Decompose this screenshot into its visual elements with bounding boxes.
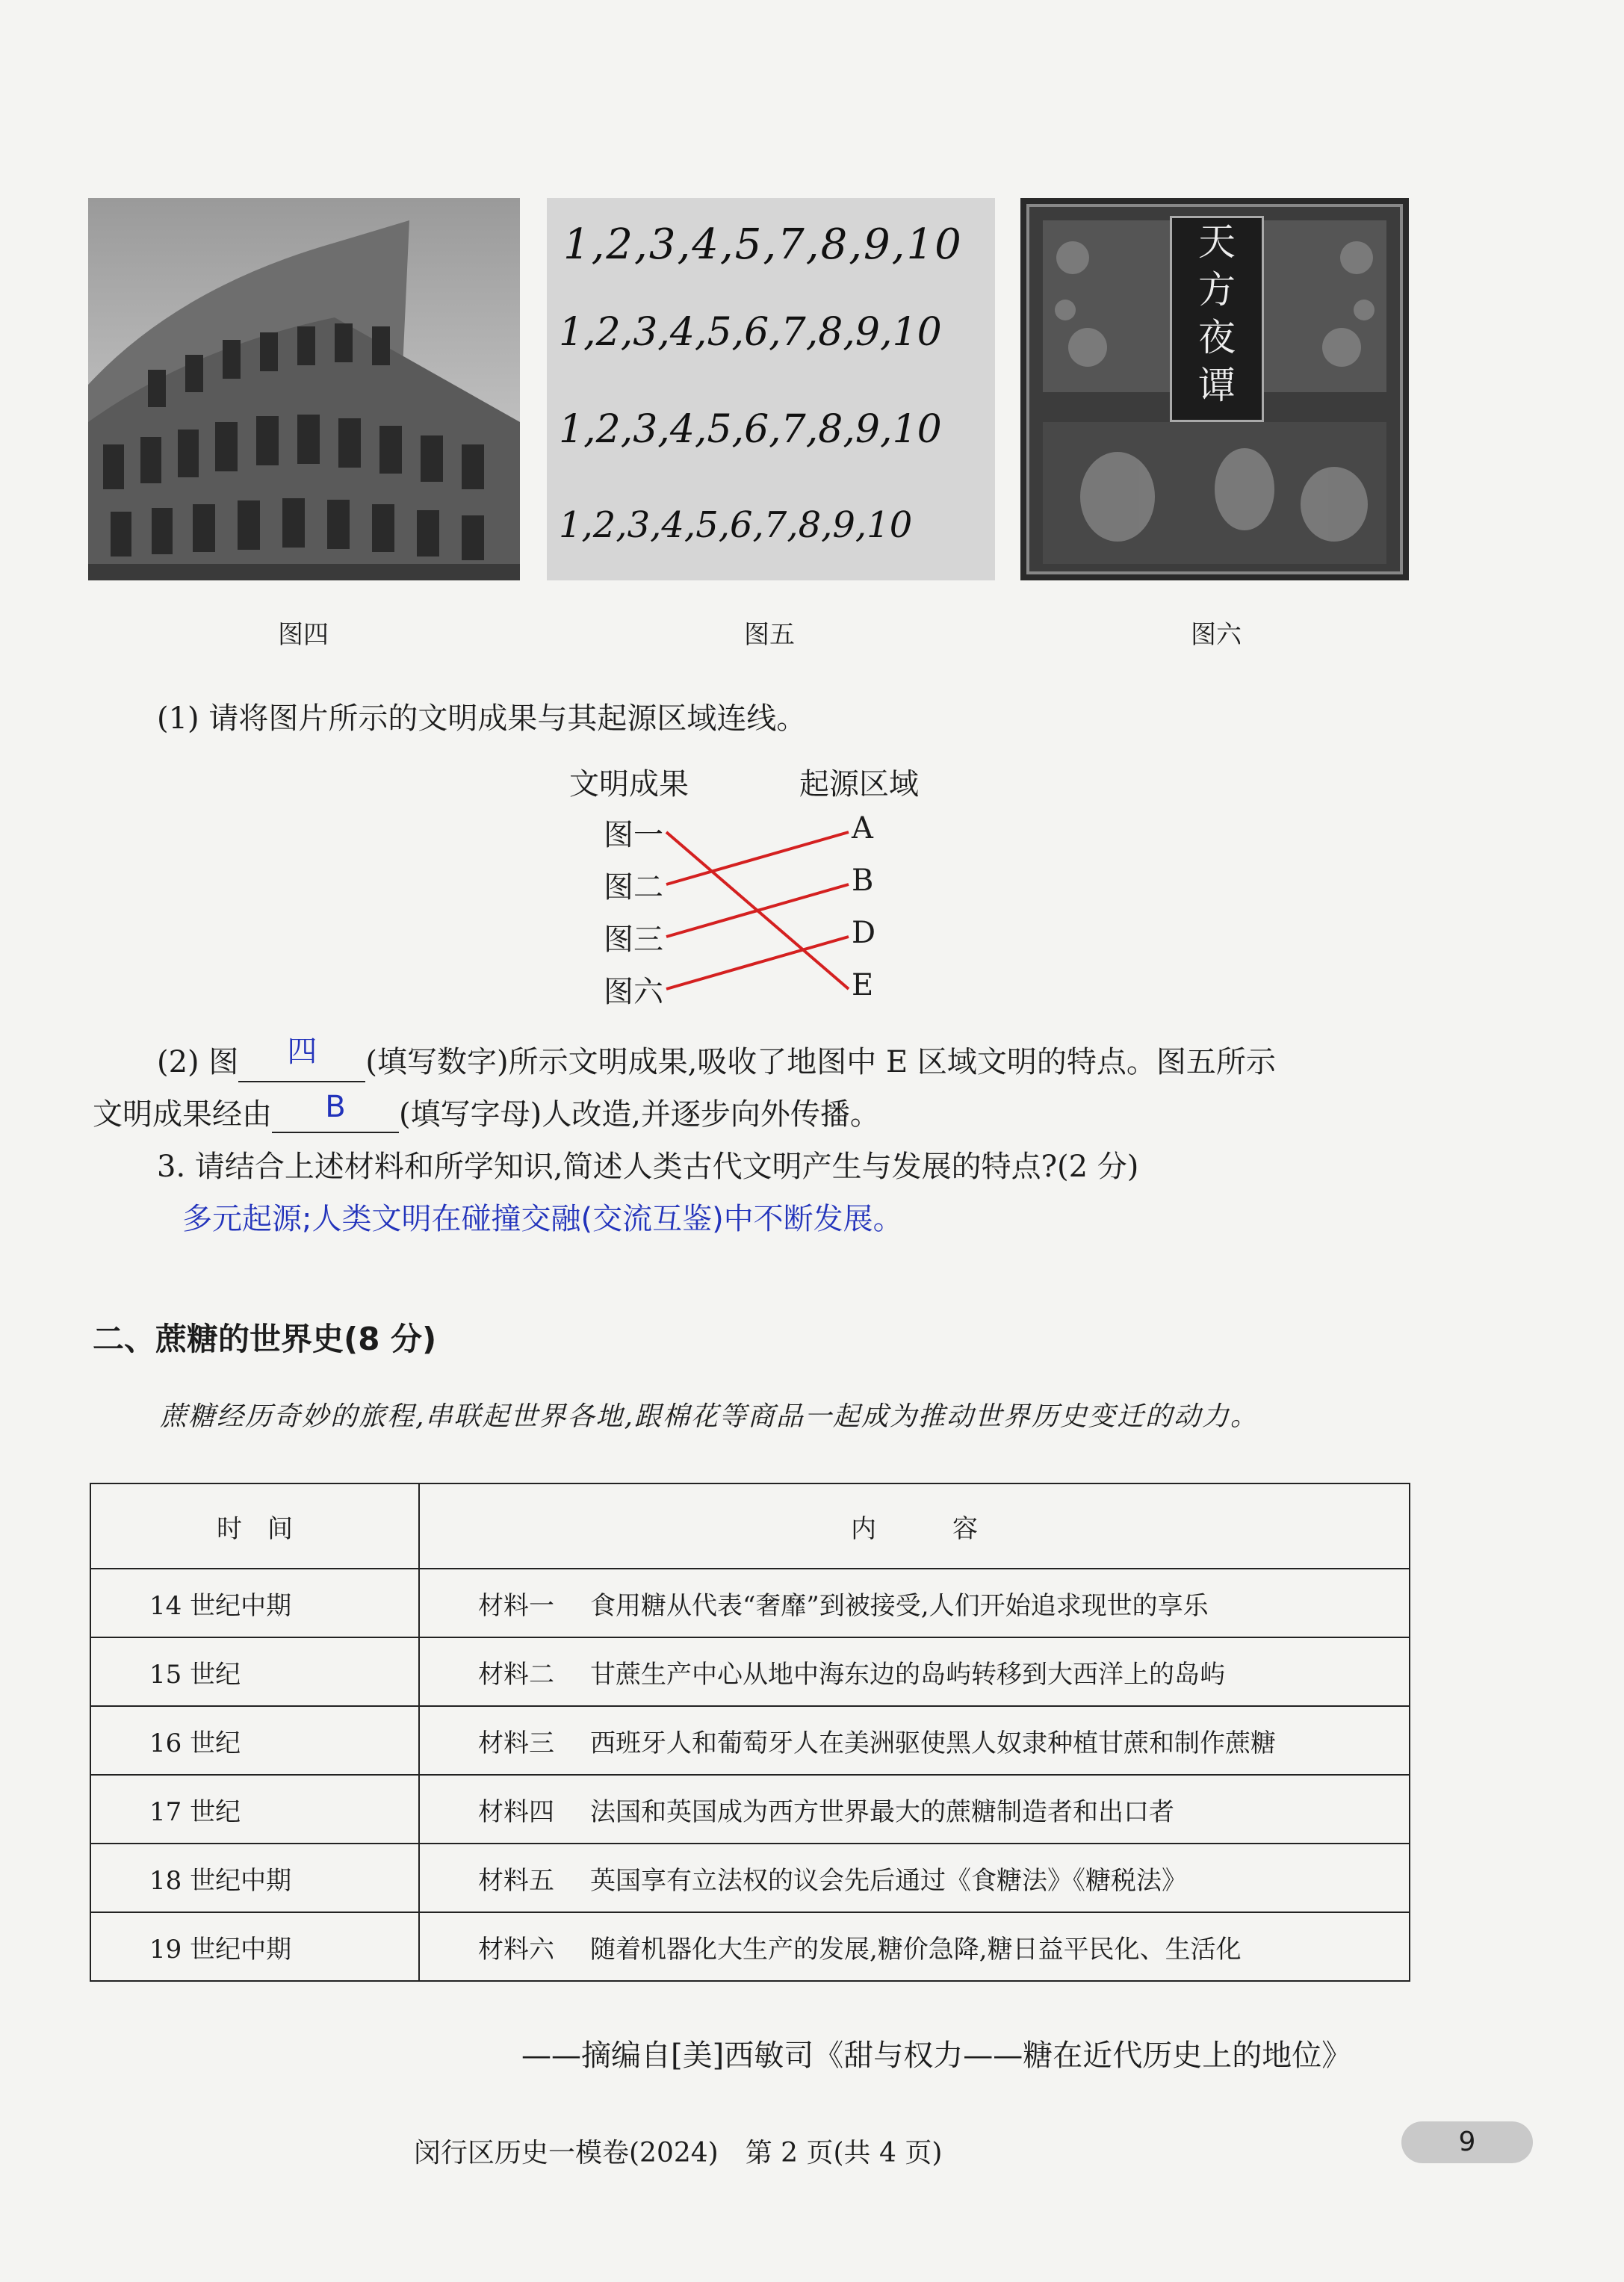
question-3-text: 3. 请结合上述材料和所学知识,简述人类古代文明产生与发展的特点?(2 分) [157, 1150, 1139, 1184]
source-citation: ——摘编自[美]西敏司《甜与权力——糖在近代历史上的地位》 [521, 2038, 1352, 2073]
cell-content [419, 1637, 1410, 1706]
material-text: 西班牙人和葡萄牙人在美洲驱使黑人奴隶种植甘蔗和制作蔗糖 [590, 1728, 1276, 1758]
material-label: 材料六 [478, 1934, 554, 1965]
material-text: 法国和英国成为西方世界最大的蔗糖制造者和出口者 [590, 1796, 1174, 1827]
book-title-char: 天 [1198, 220, 1236, 264]
cell-content [419, 1912, 1410, 1981]
figure-5-numerals-image [547, 198, 995, 580]
question-2-line2-suffix: (填写字母)人改造,并逐步向外传播。 [399, 1097, 880, 1132]
material-text: 英国享有立法权的议会先后通过《食糖法》《糖税法》 [590, 1865, 1187, 1896]
cell-time: 14 世纪中期 [90, 1569, 419, 1637]
left-column-header: 文明成果 [569, 767, 689, 802]
numerals-row: 1,2,3,4,5,6,7,8,9,10 [559, 504, 913, 546]
header-time: 时 间 [90, 1483, 419, 1569]
cell-content [419, 1844, 1410, 1912]
left-item: 图三 [604, 923, 663, 957]
figure-5-caption: 图五 [744, 620, 795, 650]
cell-time: 19 世纪中期 [90, 1912, 419, 1981]
material-label: 材料一 [478, 1590, 554, 1621]
header-content: 内 容 [419, 1483, 1410, 1569]
question-2-prefix: (2) 图 [157, 1045, 239, 1079]
cell-content [419, 1775, 1410, 1844]
table-header-row [90, 1483, 1410, 1569]
book-title-panel [1170, 216, 1264, 422]
page-footer: 闵行区历史一模卷(2024) 第 2 页(共 4 页) [414, 2138, 943, 2168]
numerals-row: 1,2,3,4,5,6,7,8,9,10 [559, 310, 942, 355]
question-2-line2 [93, 1091, 880, 1133]
cell-time: 16 世纪 [90, 1706, 419, 1775]
right-item: A [852, 811, 873, 846]
sugar-history-table [90, 1483, 1410, 1982]
match-line-fig3-to-B [666, 884, 849, 937]
answer-blank-2 [272, 1090, 399, 1133]
match-line-fig2-to-A [666, 832, 849, 884]
table-row [90, 1844, 1410, 1912]
book-title-char: 谭 [1198, 364, 1236, 407]
right-item: D [852, 916, 876, 950]
match-line-fig6-to-D [666, 937, 849, 989]
question-1-text: (1) 请将图片所示的文明成果与其起源区域连线。 [157, 701, 807, 736]
cell-time: 15 世纪 [90, 1637, 419, 1706]
table-row [90, 1912, 1410, 1981]
answer-2: B [325, 1090, 346, 1124]
left-item: 图六 [604, 975, 663, 1009]
material-text: 食用糖从代表“奢靡”到被接受,人们开始追求现世的享乐 [590, 1590, 1209, 1621]
right-item: B [852, 863, 874, 898]
cell-time: 17 世纪 [90, 1775, 419, 1844]
numerals-row: 1,2,3,4,5,6,7,8,9,10 [559, 407, 942, 452]
figure-6-caption: 图六 [1191, 620, 1242, 650]
question-2-middle: (填写数字)所示文明成果,吸收了地图中 E 区域文明的特点。图五所示 [365, 1045, 1276, 1079]
table-row [90, 1775, 1410, 1844]
table-row [90, 1706, 1410, 1775]
material-text: 随着机器化大生产的发展,糖价急降,糖日益平民化、生活化 [590, 1934, 1242, 1965]
material-label: 材料四 [478, 1796, 554, 1827]
book-title-char: 方 [1198, 268, 1236, 311]
material-label: 材料五 [478, 1865, 554, 1896]
right-item: E [852, 968, 874, 1002]
left-item: 图二 [604, 870, 663, 905]
colosseum-drawing [88, 198, 520, 580]
matching-lines [553, 754, 971, 1008]
material-text: 甘蔗生产中心从地中海东边的岛屿转移到大西洋上的岛屿 [590, 1659, 1225, 1690]
cell-time: 18 世纪中期 [90, 1844, 419, 1912]
page-number-badge: 9 [1401, 2121, 1533, 2163]
figure-4-colosseum-image [88, 198, 520, 580]
material-label: 材料二 [478, 1659, 554, 1690]
numerals-row: 1,2,3,4,5,7,8,9,10 [563, 220, 963, 269]
question-3-answer: 多元起源;人类文明在碰撞交融(交流互鉴)中不断发展。 [182, 1202, 903, 1236]
section-2-title: 二、蔗糖的世界史(8 分) [93, 1321, 437, 1357]
answer-1: 四 [287, 1035, 317, 1069]
cell-content [419, 1706, 1410, 1775]
question-2-line2-prefix: 文明成果经由 [93, 1097, 272, 1132]
figure-6-book-cover-image [1020, 198, 1409, 580]
left-item: 图一 [604, 818, 663, 852]
section-2-intro: 蔗糖经历奇妙的旅程,串联起世界各地,跟棉花等商品一起成为推动世界历史变迁的动力。 [160, 1401, 1259, 1432]
question-2-line1 [157, 1035, 1276, 1082]
cell-content [419, 1569, 1410, 1637]
book-title-char: 夜 [1198, 316, 1236, 359]
table-row [90, 1637, 1410, 1706]
figure-4-caption: 图四 [278, 620, 329, 650]
right-column-header: 起源区域 [799, 767, 919, 802]
answer-blank-1 [238, 1035, 365, 1082]
matching-diagram [553, 754, 971, 1008]
table-row [90, 1569, 1410, 1637]
material-label: 材料三 [478, 1728, 554, 1758]
